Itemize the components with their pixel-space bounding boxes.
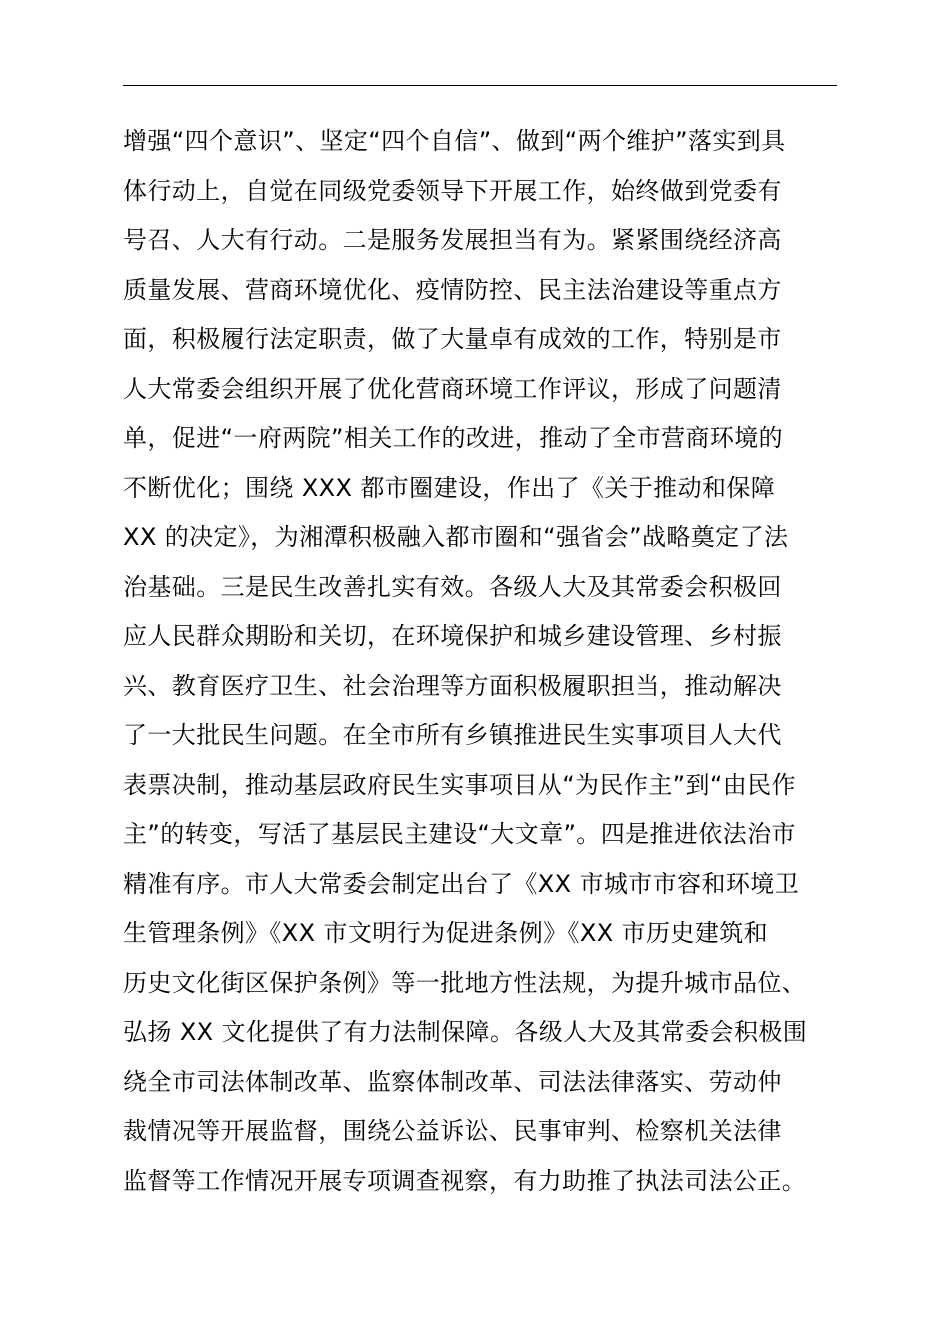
text-line: 人大常委会组织开展了优化营商环境工作评议，形成了问题清 [123, 374, 782, 403]
text-line: 增强“四个意识”、坚定“四个自信”、做到“两个维护”落实到具 [123, 127, 786, 155]
text-line: 弘扬 XX 文化提供了有力法制保障。各级人大及其常委会积极围 [123, 1018, 808, 1046]
text-line: 裁情况等开展监督，围绕公益诉讼、民事审判、检察机关法律 [123, 1117, 782, 1145]
body-text [123, 117, 863, 1206]
text-line: 不断优化；围绕 XXX 都市圈建设，作出了《关于推动和保障 [123, 473, 776, 502]
text-line: 号召、人大有行动。二是服务发展担当有为。紧紧围绕经济高 [123, 226, 782, 254]
text-line: 兴、教育医疗卫生、社会治理等方面积极履职担当，推动解决 [123, 671, 782, 700]
text-line: 面，积极履行法定职责，做了大量卓有成效的工作，特别是市 [123, 325, 782, 353]
text-line: 表票决制，推动基层政府民生实事项目从“为民作主”到“由民作 [123, 770, 796, 799]
text-line: 治基础。三是民生改善扎实有效。各级人大及其常委会积极回 [123, 572, 782, 601]
text-line: 单，促进“一府两院”相关工作的改进，推动了全市营商环境的 [123, 424, 784, 452]
text-line: 监督等工作情况开展专项调查视察，有力助推了执法司法公正。 [123, 1166, 807, 1195]
text-line: 绕全市司法体制改革、监察体制改革、司法法律落实、劳动仲 [123, 1067, 782, 1096]
text-line: 历史文化街区保护条例》等一批地方性法规，为提升城市品位、 [123, 968, 807, 997]
text-line: 精准有序。市人大常委会制定出台了《XX 市城市市容和环境卫 [123, 869, 800, 898]
header-rule [123, 85, 837, 86]
text-line: 应人民群众期盼和关切，在环境保护和城乡建设管理、乡村振 [123, 622, 782, 650]
text-line: 主”的转变，写活了基层民主建设“大文章”。四是推进依法治市 [123, 820, 796, 848]
text-line: 体行动上，自觉在同级党委领导下开展工作，始终做到党委有 [123, 176, 782, 205]
text-line: 质量发展、营商环境优化、疫情防控、民主法治建设等重点方 [123, 275, 782, 304]
text-line: 了一大批民生问题。在全市所有乡镇推进民生实事项目人大代 [123, 721, 782, 749]
text-line: 生管理条例》《XX 市文明行为促进条例》《XX 市历史建筑和 [123, 919, 769, 947]
text-line: XX 的决定》，为湘潭积极融入都市圈和“强省会”战略奠定了法 [123, 523, 789, 551]
